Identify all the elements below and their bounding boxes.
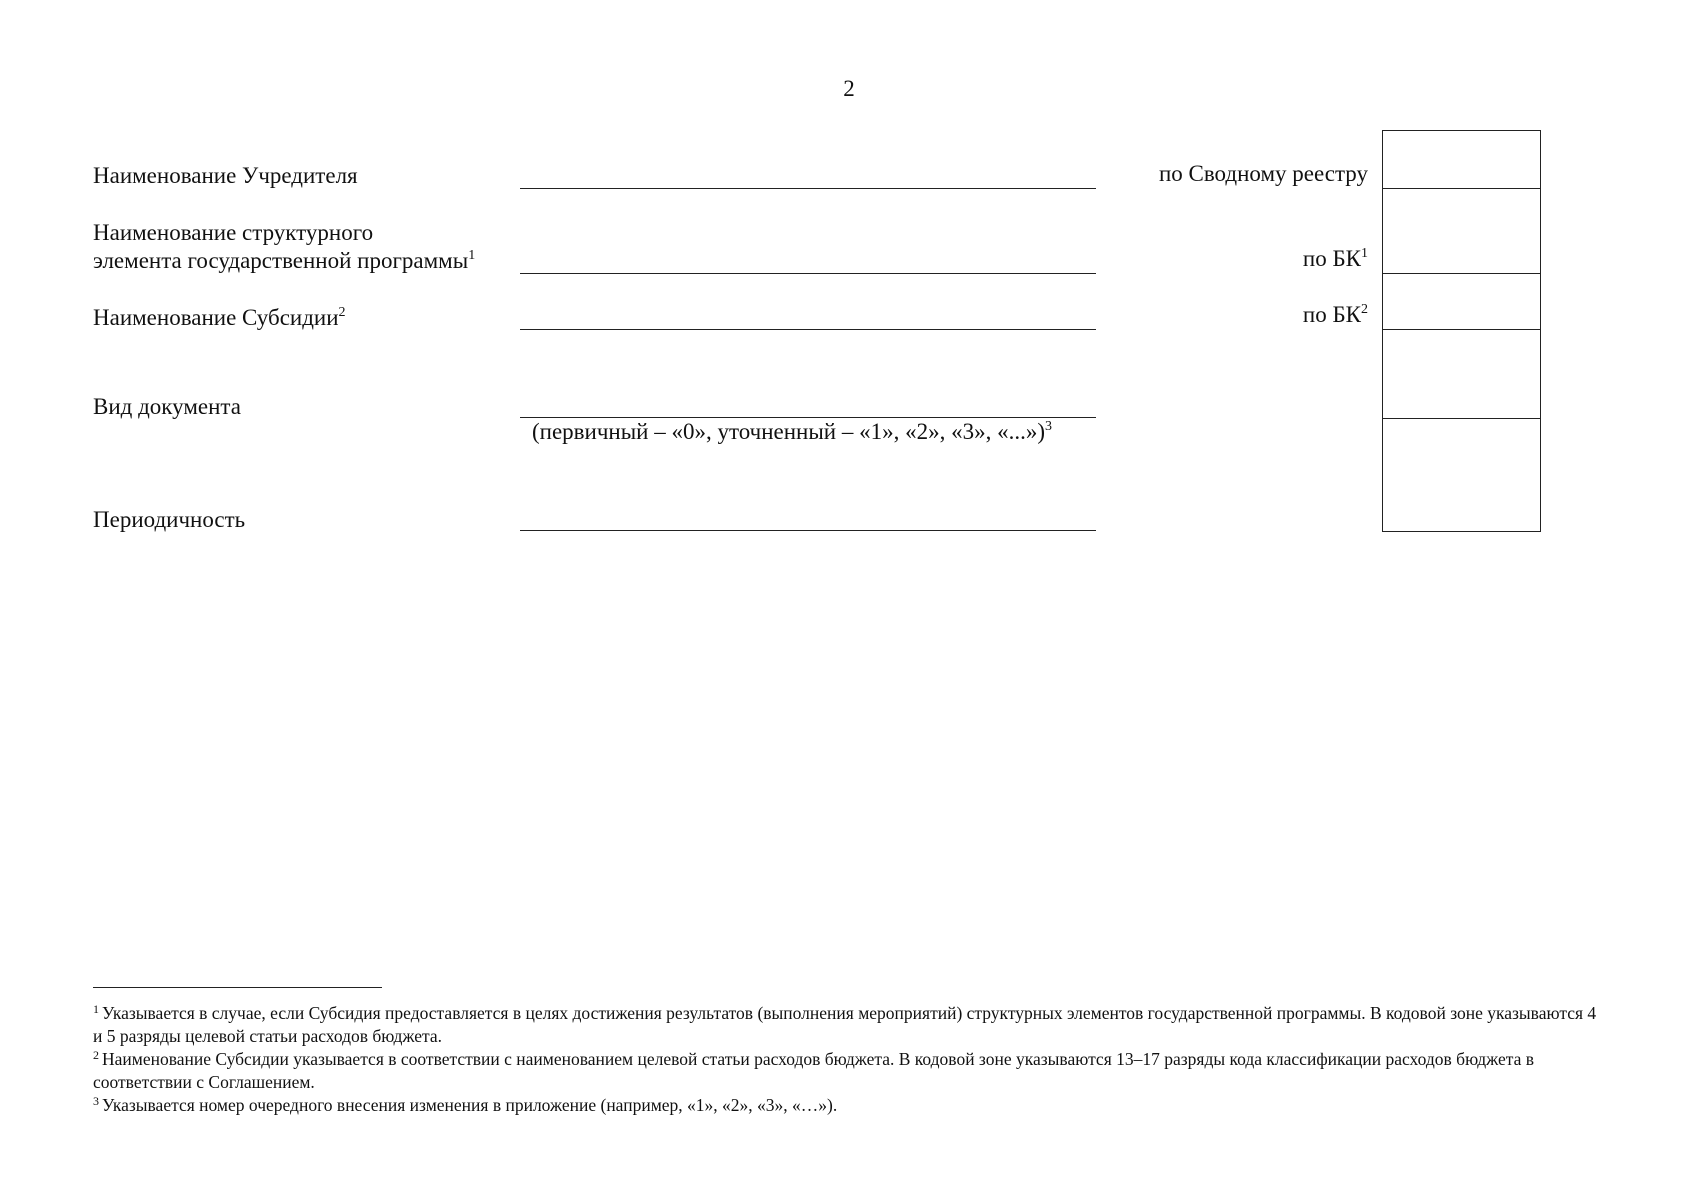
bk1-footnote-ref: 1 [1361,246,1368,261]
footnote-1 [93,1002,1603,1048]
footnote-text: Указывается в случае, если Субсидия предоставляется в целях достижения результатов (выполнения мероприятий) структурных элементов государственной программы. В кодовой зоне указываются 4 и 5 разряды целевой статьи расходов бюджета. [93,1003,1597,1046]
footnote-ref-2: 2 [338,305,346,320]
periodicity-field[interactable] [520,530,1096,531]
founder-field[interactable] [520,188,1096,189]
subsidy-label [93,304,346,332]
founder-label: Наименование Учредителя [93,163,358,188]
bk2-code-label-text: по БК [1302,302,1361,327]
footnote-ref-3: 3 [1045,419,1053,434]
structural-element-label-line2 [93,247,475,275]
structural-element-field[interactable] [520,273,1096,274]
bk2-footnote-ref: 2 [1361,302,1368,317]
periodicity-label: Периодичность [93,507,246,532]
footnote-3 [93,1094,1603,1117]
registry-code-label: по Сводному реестру [1158,161,1368,186]
document-type-field[interactable] [520,417,1096,418]
footnote-separator [93,987,382,988]
footnote-mark: 2 [93,1048,99,1062]
subsidy-field[interactable] [520,329,1096,330]
subsidy-label-text: Наименование Субсидии [93,305,339,330]
structural-element-label-text: элемента государственной программы [93,248,469,273]
document-type-label: Вид документа [93,394,241,419]
page-number: 2 [843,76,855,101]
code-zone [1382,130,1541,532]
document-type-hint-text: (первичный – «0», уточненный – «1», «2», «3», «...») [532,419,1046,444]
footnotes [93,1002,1603,1117]
document-type-code-cell[interactable] [1383,330,1540,419]
document-type-hint [532,419,1052,445]
footnote-ref-1: 1 [468,248,476,263]
footnote-mark: 1 [93,1002,99,1016]
bk2-code-cell[interactable] [1383,274,1540,330]
bk1-code-label [1303,246,1368,272]
bk1-code-label-text: по БК [1302,246,1361,271]
registry-code-cell[interactable] [1383,131,1540,189]
footnote-mark: 3 [93,1094,99,1108]
footnote-text: Наименование Субсидии указывается в соответствии с наименованием целевой статьи расходов бюджета. В кодовой зоне указываются 13–17 разряды кода классификации расходов бюджета в соответствии с Соглашением. [93,1049,1535,1092]
bk2-code-label [1303,302,1368,328]
footnote-2 [93,1048,1603,1094]
bk1-code-cell[interactable] [1383,189,1540,274]
periodicity-code-cell[interactable] [1383,419,1540,532]
footnote-text: Указывается номер очередного внесения изменения в приложение (например, «1», «2», «3», «…»). [102,1095,838,1115]
structural-element-label-line1: Наименование структурного [93,220,374,245]
